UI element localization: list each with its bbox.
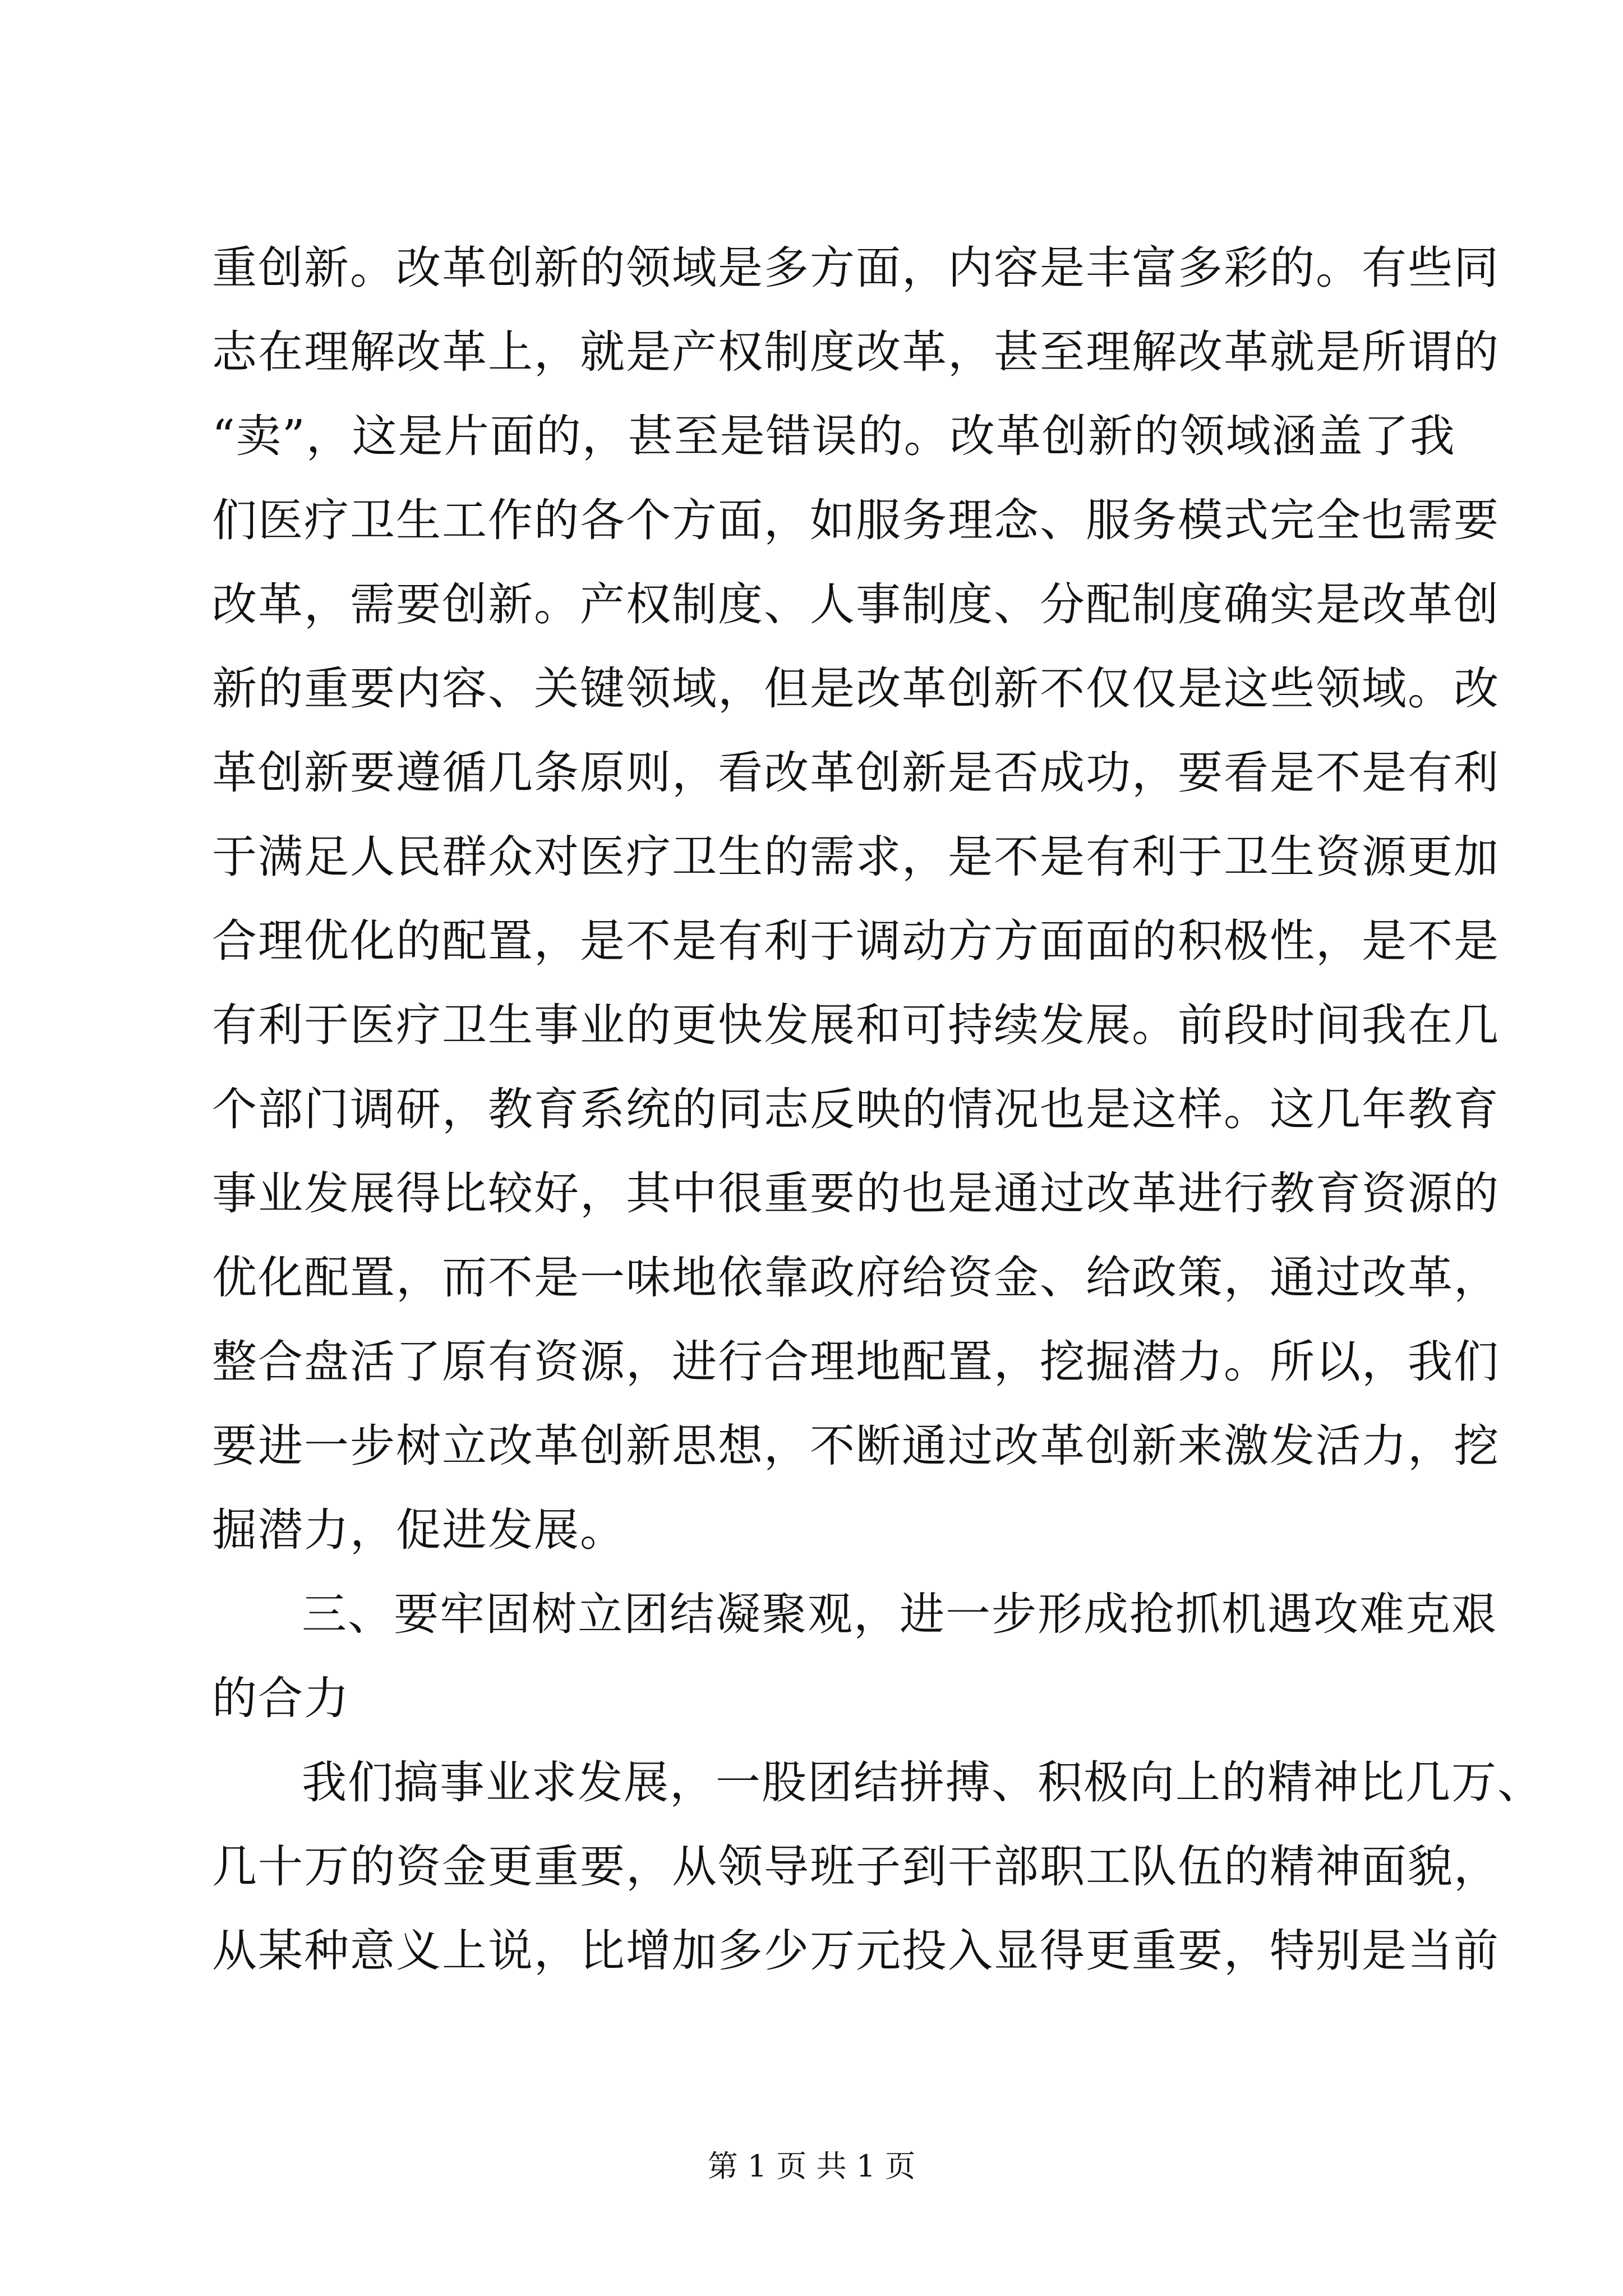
- paragraph-line: 们医疗卫生工作的各个方面，如服务理念、服务模式完全也需要: [212, 494, 1500, 546]
- paragraph-line: 几十万的资金更重要，从领导班子到干部职工队伍的精神面貌，: [212, 1841, 1500, 1893]
- section-heading-line: 的合力: [212, 1672, 350, 1724]
- paragraph-line: 个部门调研，教育系统的同志反映的情况也是这样。这几年教育: [212, 1083, 1500, 1135]
- paragraph-line: 志在理解改革上，就是产权制度改革，甚至理解改革就是所谓的: [212, 326, 1500, 378]
- paragraph-line: 新的重要内容、关键领域，但是改革创新不仅仅是这些领域。改: [212, 662, 1500, 715]
- paragraph-line: 从某种意义上说，比增加多少万元投入显得更重要，特别是当前: [212, 1925, 1500, 1977]
- paragraph-line: 整合盘活了原有资源，进行合理地配置，挖掘潜力。所以，我们: [212, 1336, 1500, 1388]
- paragraph-line: 于满足人民群众对医疗卫生的需求，是不是有利于卫生资源更加: [212, 831, 1500, 883]
- paragraph-line: “卖”，这是片面的，甚至是错误的。改革创新的领域涵盖了我: [212, 410, 1456, 462]
- paragraph-line: 有利于医疗卫生事业的更快发展和可持续发展。前段时间我在几: [212, 999, 1500, 1051]
- paragraph-line: 掘潜力，促进发展。: [212, 1504, 626, 1556]
- page-footer: 第 1 页 共 1 页: [707, 2148, 916, 2184]
- paragraph-line: 优化配置，而不是一味地依靠政府给资金、给政策，通过改革，: [212, 1251, 1500, 1304]
- section-heading-line: 三、要牢固树立团结凝聚观，进一步形成抢抓机遇攻难克艰: [302, 1588, 1497, 1640]
- paragraph-line: 改革，需要创新。产权制度、人事制度、分配制度确实是改革创: [212, 578, 1500, 631]
- paragraph-line: 我们搞事业求发展，一股团结拼搏、积极向上的精神比几万、: [302, 1756, 1543, 1809]
- paragraph-line: 要进一步树立改革创新思想，不断通过改革创新来激发活力，挖: [212, 1420, 1500, 1472]
- paragraph-line: 重创新。改革创新的领域是多方面，内容是丰富多彩的。有些同: [212, 242, 1500, 294]
- paragraph-line: 革创新要遵循几条原则，看改革创新是否成功，要看是不是有利: [212, 747, 1500, 799]
- paragraph-line: 事业发展得比较好，其中很重要的也是通过改革进行教育资源的: [212, 1167, 1500, 1220]
- paragraph-line: 合理优化的配置，是不是有利于调动方方面面的积极性，是不是: [212, 915, 1500, 967]
